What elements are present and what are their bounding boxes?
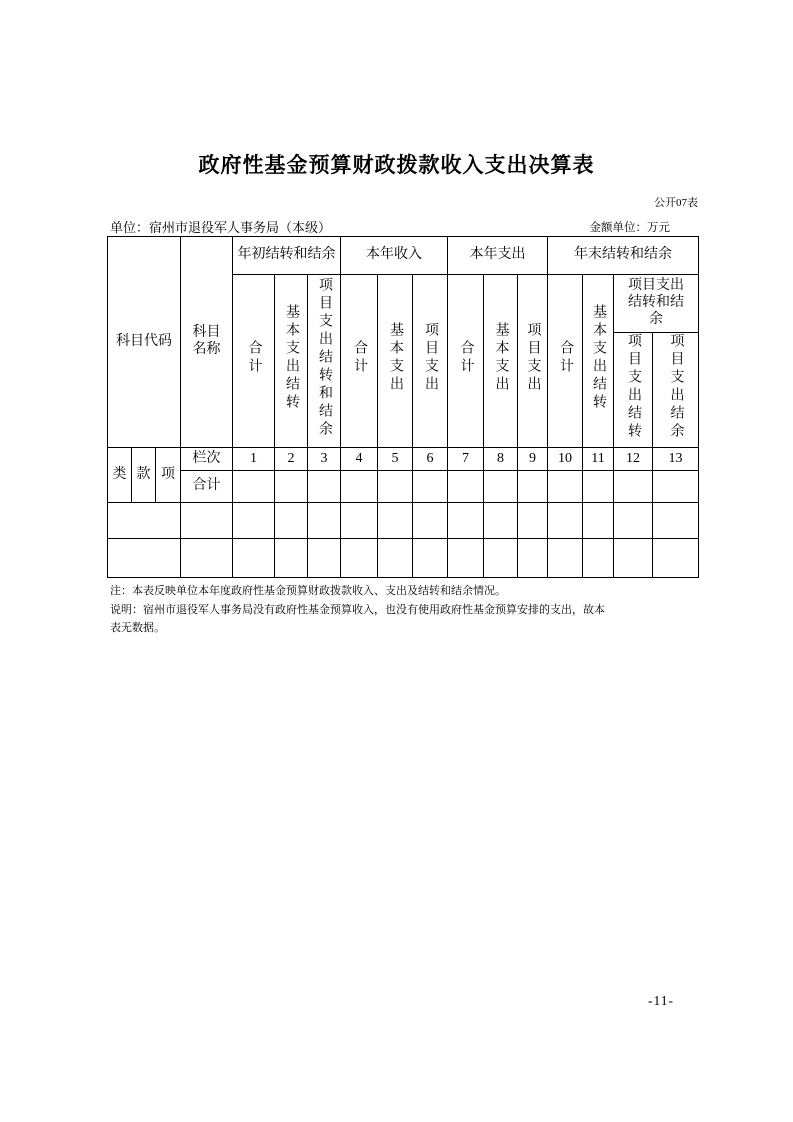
data-cell-empty (413, 503, 448, 539)
data-cell-empty (583, 503, 614, 539)
header-col-7-text: 合计 (458, 340, 474, 377)
lane-number-2: 2 (275, 448, 308, 471)
header-col-1-text: 合计 (246, 340, 262, 377)
header-col-10 (548, 275, 583, 448)
data-cell-empty (518, 471, 548, 503)
header-col-6 (413, 275, 448, 448)
data-cell-empty (653, 503, 699, 539)
data-cell-empty (275, 503, 308, 539)
name-cell-empty (181, 539, 233, 578)
lane-number-6: 6 (413, 448, 448, 471)
header-end-project-group-text: 项目支出结转和结余 (628, 278, 685, 327)
header-col-3-text: 项目支出结转和结余 (317, 277, 333, 440)
data-cell-empty (275, 471, 308, 503)
header-col-11-text: 基本支出结转 (591, 304, 607, 413)
data-cell-empty (341, 539, 378, 578)
data-cell-empty (233, 471, 275, 503)
lane-number-5: 5 (378, 448, 413, 471)
lane-number-4: 4 (341, 448, 378, 471)
lane-number-10: 10 (548, 448, 583, 471)
page-number: -11- (648, 993, 674, 1008)
header-col-2 (275, 275, 308, 448)
lane-number-13: 13 (653, 448, 699, 471)
data-cell-empty (341, 471, 378, 503)
data-cell-empty (548, 539, 583, 578)
data-cell-empty (308, 503, 341, 539)
data-cell-empty (583, 539, 614, 578)
footnotes (110, 582, 612, 638)
data-cell-empty (653, 471, 699, 503)
header-subject-name (181, 237, 233, 448)
header-col-7 (448, 275, 484, 448)
data-cell-empty (548, 471, 583, 503)
header-subject-name-text: 科目名称 (192, 325, 221, 357)
data-cell-empty (233, 539, 275, 578)
data-cell-empty (448, 471, 484, 503)
header-col-4 (341, 275, 378, 448)
header-group-this-year-expense: 本年支出 (448, 237, 548, 275)
data-cell-empty (518, 503, 548, 539)
data-cell-empty (548, 503, 583, 539)
header-col-4-text: 合计 (352, 340, 368, 377)
header-group-begin-year (233, 237, 341, 275)
header-col-13-text: 项目支出结余 (668, 333, 684, 442)
header-end-project-group (614, 275, 699, 333)
data-cell-empty (448, 539, 484, 578)
form-code-label: 公开07表 (654, 197, 698, 209)
header-col-3 (308, 275, 341, 448)
header-col-13 (653, 333, 699, 448)
header-subject-code: 科目代码 (108, 237, 181, 448)
page-title: 政府性基金预算财政拨款收入支出决算表 (198, 154, 595, 177)
data-cell-empty (275, 539, 308, 578)
data-cell-empty (484, 471, 518, 503)
data-cell-empty (484, 503, 518, 539)
header-col-12 (614, 333, 653, 448)
total-row-label: 合计 (181, 471, 233, 503)
data-cell-empty (448, 503, 484, 539)
lane-number-1: 1 (233, 448, 275, 471)
header-col-2-text: 基本支出结转 (284, 304, 299, 413)
header-col-5 (378, 275, 413, 448)
data-cell-empty (614, 539, 653, 578)
header-code-kuan: 款 (132, 448, 156, 503)
header-code-xiang: 项 (156, 448, 181, 503)
amount-unit-label: 金额单位：万元 (589, 222, 670, 234)
header-col-8 (484, 275, 518, 448)
explanation-line: 说明：宿州市退役军人事务局没有政府性基金预算收入，也没有使用政府性基金预算安排的支出，故本表无数据。 (110, 603, 605, 634)
lane-number-12: 12 (614, 448, 653, 471)
data-cell-empty (341, 503, 378, 539)
data-cell-empty (484, 539, 518, 578)
data-cell-empty (413, 471, 448, 503)
data-cell-empty (413, 539, 448, 578)
table-container (107, 236, 699, 578)
header-col-9 (518, 275, 548, 448)
header-code-lei: 类 (108, 448, 132, 503)
header-col-5-text: 基本支出 (388, 322, 404, 395)
lane-number-8: 8 (484, 448, 518, 471)
header-col-1 (233, 275, 275, 448)
header-col-12-text: 项目支出结转 (626, 333, 642, 442)
header-col-6-text: 项目支出 (423, 322, 439, 395)
code-cell-empty (108, 539, 181, 578)
header-group-this-year-income: 本年收入 (341, 237, 448, 275)
data-cell-empty (378, 471, 413, 503)
header-group-end-year: 年末结转和结余 (548, 237, 699, 275)
note-line: 注：本表反映单位本年度政府性基金预算财政拨款收入、支出及结转和结余情况。 (110, 585, 506, 597)
fund-budget-table (107, 236, 699, 578)
data-cell-empty (653, 539, 699, 578)
data-cell-empty (233, 503, 275, 539)
header-col-9-text: 项目支出 (525, 322, 541, 395)
data-cell-empty (378, 539, 413, 578)
data-cell-empty (378, 503, 413, 539)
header-col-11 (583, 275, 614, 448)
header-col-8-text: 基本支出 (493, 322, 509, 395)
name-cell-empty (181, 503, 233, 539)
code-cell-empty (108, 503, 181, 539)
data-cell-empty (614, 471, 653, 503)
header-col-10-text: 合计 (558, 340, 574, 377)
data-cell-empty (614, 503, 653, 539)
unit-label: 单位：宿州市退役军人事务局（本级） (110, 220, 332, 235)
lane-number-3: 3 (308, 448, 341, 471)
lane-number-7: 7 (448, 448, 484, 471)
lane-number-9: 9 (518, 448, 548, 471)
header-group-begin-year-text: 年初结转和结余 (237, 247, 336, 263)
data-cell-empty (583, 471, 614, 503)
lane-number-11: 11 (583, 448, 614, 471)
lane-label-cell: 栏次 (181, 448, 233, 471)
data-cell-empty (518, 539, 548, 578)
data-cell-empty (308, 471, 341, 503)
data-cell-empty (308, 539, 341, 578)
